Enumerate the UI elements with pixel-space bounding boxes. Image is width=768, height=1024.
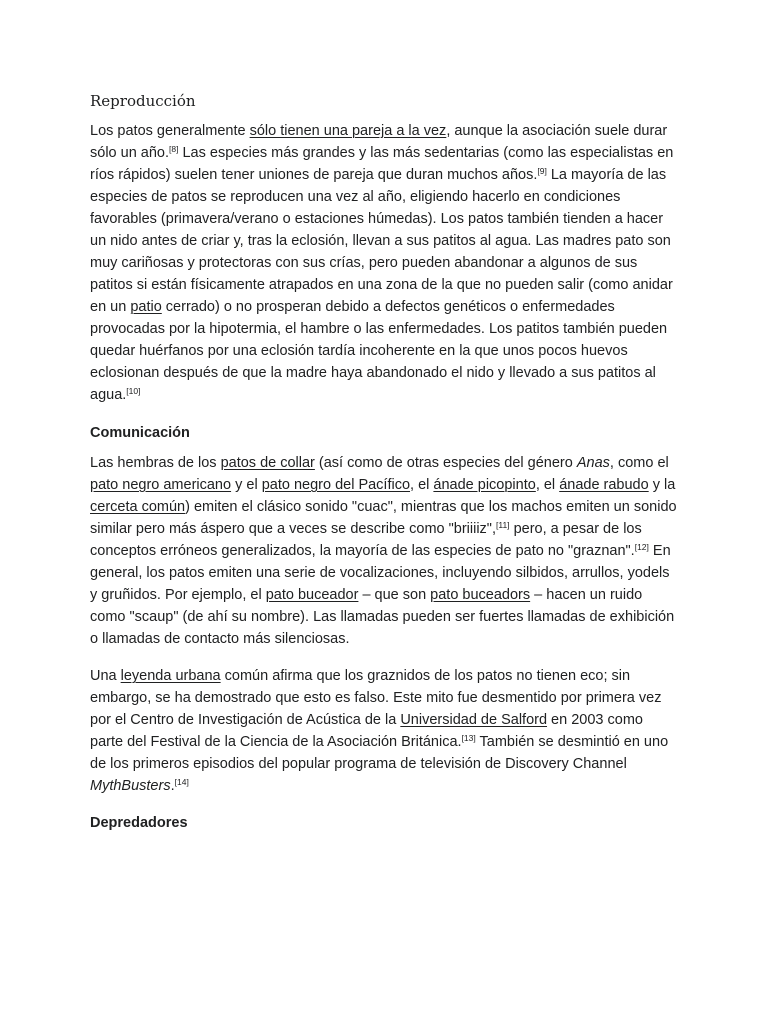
- genus-anas: Anas: [576, 455, 610, 471]
- link-pato-buceador[interactable]: pato buceador: [265, 587, 359, 603]
- link-una-pareja[interactable]: sólo tienen una pareja a la vez: [249, 123, 447, 139]
- ref-13[interactable]: [13]: [461, 733, 476, 743]
- section-heading-comunicacion: Comunicación: [90, 425, 190, 441]
- link-pato-buceadors[interactable]: pato buceadors: [430, 587, 531, 603]
- link-patos-de-collar[interactable]: patos de collar: [220, 455, 315, 471]
- link-pato-negro-del-pacifico[interactable]: pato negro del Pacífico: [261, 477, 411, 493]
- link-leyenda-urbana[interactable]: leyenda urbana: [120, 668, 221, 684]
- link-anade-rabudo[interactable]: ánade rabudo: [559, 477, 649, 493]
- ref-10[interactable]: [10]: [126, 386, 141, 396]
- section-heading-depredadores: Depredadores: [90, 815, 188, 831]
- paragraph-comunicacion-1: Las hembras de los patos de collar (así como de otras especies del género Anas, como el pato negro americano y el pato negro del Pacífico, el ánade picopinto, el ánade rabudo y la cerceta común) emiten el clásico sonido "cuac", mientras que los machos emiten un sonido similar pero más áspero que a veces se describe como "briiiiz",[11] pero, a pesar de los conceptos erróneos generalizados, la mayoría de las especies de pato no "graznan".[12] En general, los patos emiten una serie de vocalizaciones, incluyendo silbidos, arrullos, yodels y gruñidos. Por ejemplo, el pato buceador – que son pato buceadors – hacen un ruido como "scaup" (de ahí su nombre). Las llamadas pueden ser fuertes llamadas de exhibición o llamadas de contacto más silenciosas.: [90, 455, 677, 647]
- link-patio[interactable]: patio: [130, 299, 162, 315]
- paragraph-reproduccion: Los patos generalmente sólo tienen una pareja a la vez, aunque la asociación suele durar sólo un año.[8] Las especies más grandes y las más sedentarias (como las especialistas en ríos rápidos) suelen tener uniones de pareja que duran muchos años.[9] La mayoría de las especies de patos se reproducen una vez al año, eligiendo hacerlo en condiciones favorables (primavera/verano o estaciones húmedas). Los patos también tienden a hacer un nido antes de criar y, tras la eclosión, llevan a sus patitos al agua. Las madres pato son muy cariñosas y protectoras con sus crías, pero pueden abandonar a algunos de sus patitos si están físicamente atrapados en una zona de la que no pueden salir (como anidar en un patio cerrado) o no prosperan debido a defectos genéticos o enfermedades provocadas por la hipotermia, el hambre o las enfermedades. Los patitos también pueden quedar huérfanos por una eclosión tardía incoherente en la que unos pocos huevos eclosionan después de que la madre haya abandonado el nido y llevado a sus patitos al agua.[10]: [90, 123, 674, 403]
- ref-14[interactable]: [14]: [174, 777, 189, 787]
- mythbusters-title: MythBusters: [90, 778, 171, 794]
- link-pato-negro-americano[interactable]: pato negro americano: [90, 477, 232, 493]
- ref-12[interactable]: [12]: [634, 542, 649, 552]
- ref-8[interactable]: [8]: [169, 144, 179, 154]
- paragraph-comunicacion-2: Una leyenda urbana común afirma que los graznidos de los patos no tienen eco; sin embargo, se ha demostrado que esto es falso. Este mito fue desmentido por primera vez por el Centro de Investigación de Acústica de la Universidad de Salford en 2003 como parte del Festival de la Ciencia de la Asociación Británica.[13] También se desmintió en uno de los primeros episodios del popular programa de televisión de Discovery Channel MythBusters.[14]: [90, 668, 669, 794]
- ref-11[interactable]: [11]: [496, 520, 510, 530]
- link-anade-picopinto[interactable]: ánade picopinto: [433, 477, 536, 493]
- section-heading-reproduccion: Reproducción: [90, 92, 196, 110]
- ref-9[interactable]: [9]: [537, 166, 547, 176]
- link-universidad-de-salford[interactable]: Universidad de Salford: [400, 712, 548, 728]
- link-cerceta-comun[interactable]: cerceta común: [90, 499, 186, 515]
- article-body: [90, 90, 680, 834]
